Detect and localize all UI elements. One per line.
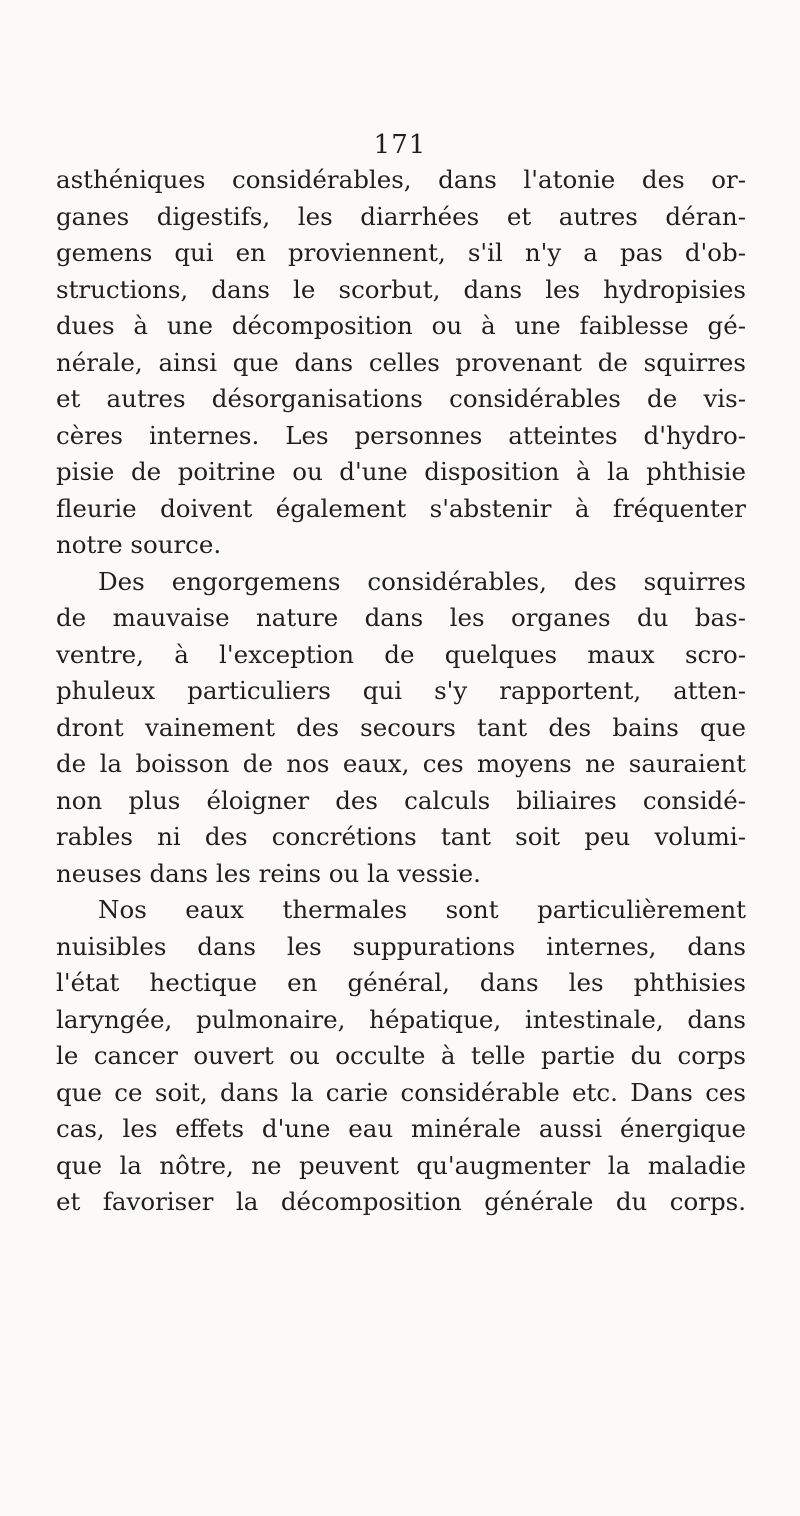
text-line: nuisibles dans les suppurations internes, dans: [56, 931, 746, 961]
text-line: Des engorgemens considérables, des squirres: [98, 566, 746, 596]
text-line: pisie de poitrine ou d'une disposition à la phthisie: [56, 457, 746, 486]
text-line: laryngée, pulmonaire, hépatique, intestinale, dans: [56, 1004, 746, 1034]
text-line: phuleux particuliers qui s'y rapportent, atten-: [56, 676, 746, 705]
body-text: [56, 162, 746, 1221]
text-line: et favoriser la décomposition générale du corps.: [56, 1187, 746, 1216]
text-line: cères internes. Les personnes atteintes d'hydro-: [56, 420, 746, 450]
text-line: nérale, ainsi que dans celles provenant de squirres: [56, 347, 746, 377]
text-line: que la nôtre, ne peuvent qu'augmenter la maladie: [56, 1150, 746, 1180]
text-line: dues à une décomposition ou à une faiblesse gé-: [56, 311, 746, 340]
text-line: dront vainement des secours tant des bains que: [56, 712, 746, 742]
text-line: neuses dans les reins ou la vessie.: [56, 858, 481, 888]
text-line: fleurie doivent également s'abstenir à fréquenter: [56, 493, 746, 523]
text-line: de mauvaise nature dans les organes du bas-: [56, 603, 746, 632]
text-line: structions, dans le scorbut, dans les hydropisies: [56, 274, 746, 304]
text-line: ventre, à l'exception de quelques maux scro-: [56, 639, 746, 669]
text-line: ganes digestifs, les diarrhées et autres déran-: [56, 201, 746, 231]
text-line: asthéniques considérables, dans l'atonie des or-: [56, 165, 746, 194]
text-line: de la boisson de nos eaux, ces moyens ne sauraient: [56, 749, 746, 778]
text-line: que ce soit, dans la carie considérable etc. Dans ces: [56, 1077, 746, 1107]
text-line: notre source.: [56, 530, 222, 559]
text-line: rables ni des concrétions tant soit peu volumi-: [56, 822, 746, 851]
text-line: gemens qui en proviennent, s'il n'y a pas d'ob-: [56, 238, 746, 267]
text-line: l'état hectique en général, dans les phthisies: [56, 968, 746, 997]
text-line: et autres désorganisations considérables de vis-: [56, 384, 746, 413]
page-number: 171: [373, 130, 427, 160]
text-line: cas, les effets d'une eau minérale aussi énergique: [56, 1114, 746, 1143]
text-line: Nos eaux thermales sont particulièrement: [98, 895, 746, 924]
text-line: le cancer ouvert ou occulte à telle partie du corps: [56, 1041, 746, 1070]
text-line: non plus éloigner des calculs biliaires considé-: [56, 785, 746, 815]
